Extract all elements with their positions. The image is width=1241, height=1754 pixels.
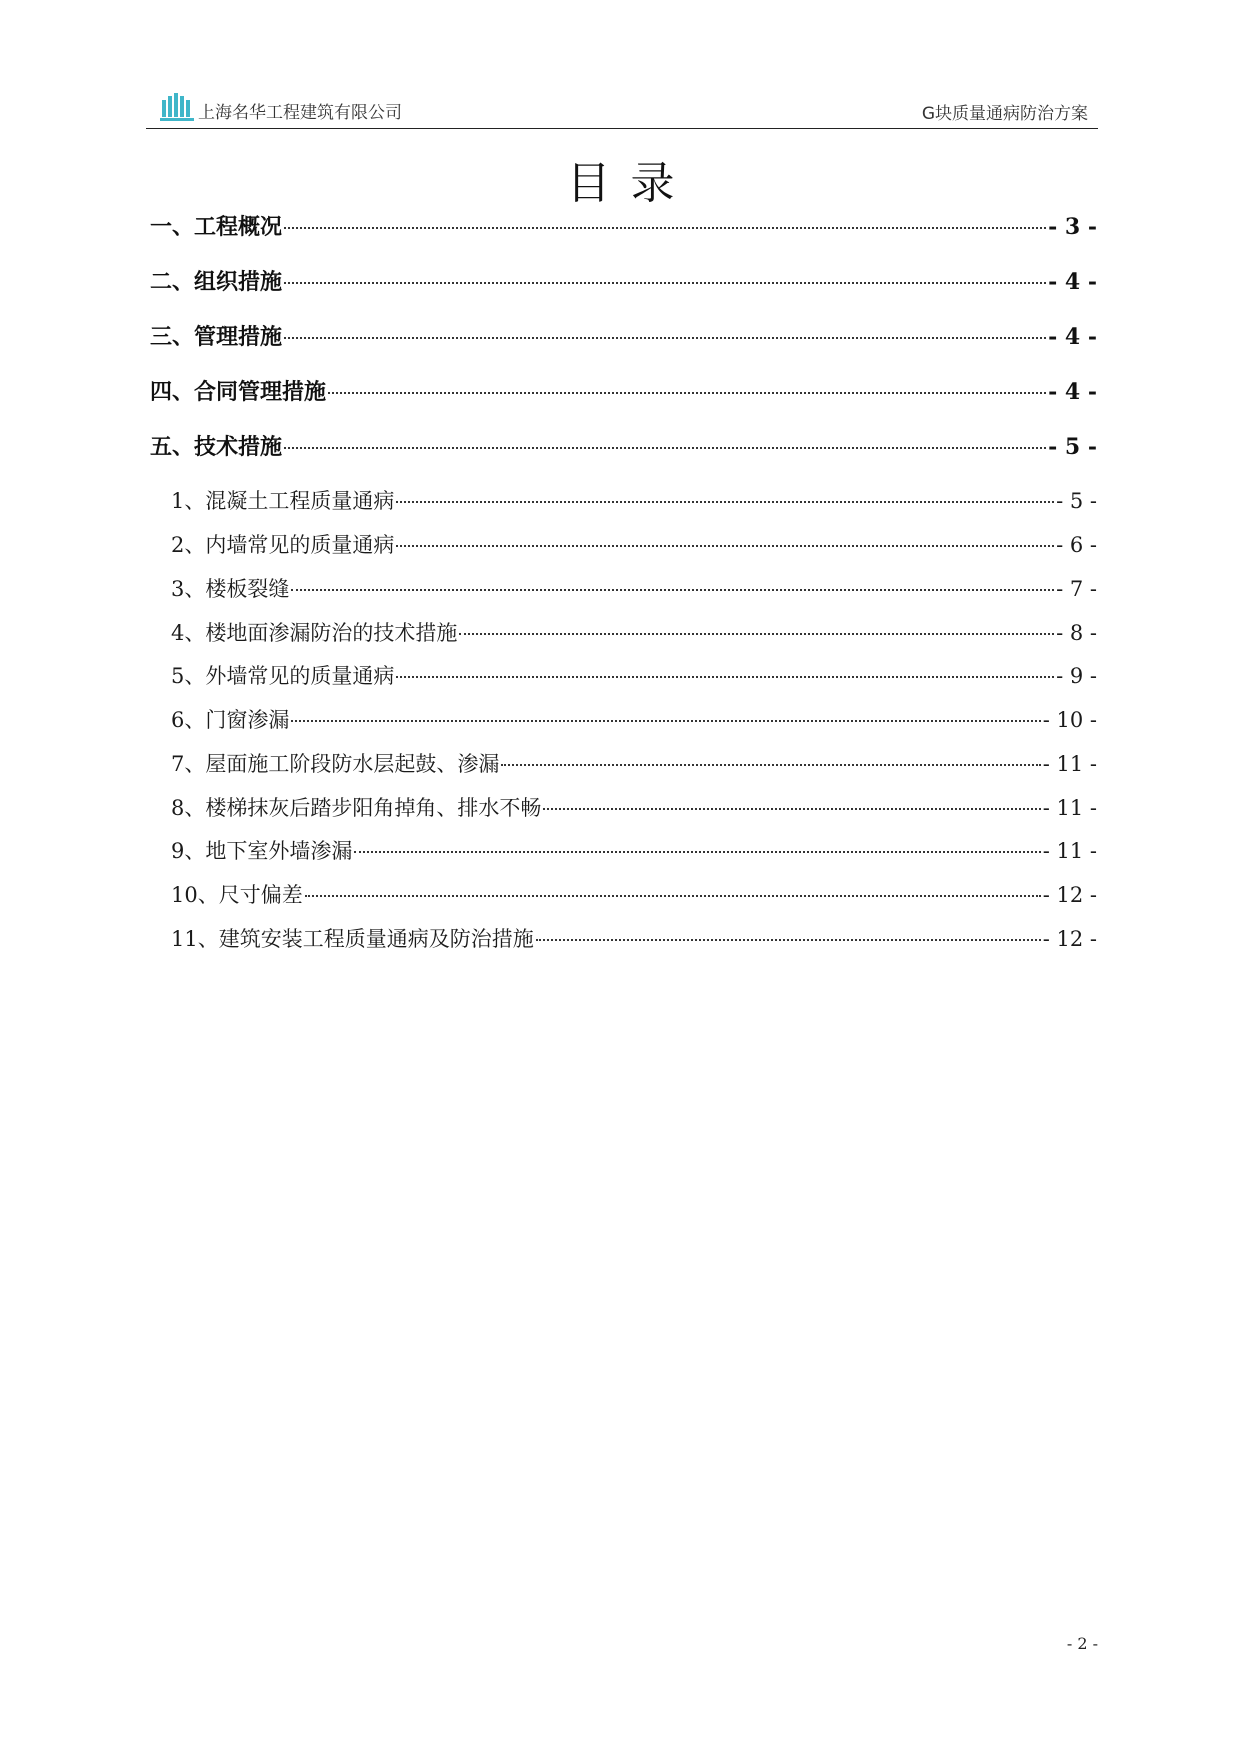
toc-entry-title: 11、建筑安装工程质量通病及防治措施 — [171, 927, 534, 951]
toc-entry-title: 6、门窗渗漏 — [171, 708, 290, 732]
toc-dot-leader — [396, 676, 1054, 678]
toc-entry-page: - 5 - — [1056, 489, 1097, 513]
toc-dot-leader — [459, 633, 1054, 635]
toc-entry[interactable] — [171, 924, 1097, 954]
toc-entry-title: 8、楼梯抹灰后踏步阳角掉角、排水不畅 — [171, 796, 542, 820]
toc-entry[interactable] — [150, 211, 1097, 244]
toc-dot-leader — [396, 545, 1054, 547]
toc-entry-page: - 11 - — [1042, 839, 1097, 863]
toc-entry[interactable] — [171, 880, 1097, 910]
toc-entry-page: - 8 - — [1056, 621, 1097, 645]
toc-dot-leader — [291, 589, 1054, 591]
toc-entry-title: 一、工程概况 — [150, 215, 283, 240]
toc-entry[interactable] — [171, 793, 1097, 823]
toc-entry[interactable] — [171, 618, 1097, 648]
toc-entry-title: 2、内墙常见的质量通病 — [171, 533, 395, 557]
toc-entry-title: 4、楼地面渗漏防治的技术措施 — [171, 621, 458, 645]
toc-dot-leader — [536, 939, 1041, 941]
toc-entry[interactable] — [150, 431, 1097, 464]
toc-entry-page: - 12 - — [1042, 883, 1097, 907]
toc-entry[interactable] — [171, 574, 1097, 604]
toc-entry[interactable] — [150, 376, 1097, 409]
toc-entry-page: - 11 - — [1042, 752, 1097, 776]
toc-dot-leader — [396, 501, 1054, 503]
toc-entry-page: - 4 - — [1048, 269, 1097, 295]
toc-title: 目录 — [566, 158, 695, 209]
toc-entry[interactable] — [150, 266, 1097, 299]
toc-dot-leader — [354, 851, 1040, 853]
toc-entry-title: 二、组织措施 — [150, 270, 283, 295]
toc-entry-title: 1、混凝土工程质量通病 — [171, 489, 395, 513]
toc-entry-page: - 6 - — [1056, 533, 1097, 557]
toc-entry-page: - 5 - — [1048, 434, 1097, 460]
toc-entry-title: 三、管理措施 — [150, 325, 283, 350]
toc-dot-leader — [305, 895, 1041, 897]
toc-entry-page: - 7 - — [1056, 577, 1097, 601]
toc-entry-page: - 11 - — [1042, 796, 1097, 820]
toc-entry[interactable] — [171, 836, 1097, 866]
toc-dot-leader — [284, 447, 1046, 449]
toc-dot-leader — [543, 808, 1040, 810]
page-number: - 2 - — [1066, 1634, 1098, 1653]
toc-dot-leader — [328, 392, 1046, 394]
toc-entry-page: - 9 - — [1056, 664, 1097, 688]
toc-entry-title: 四、合同管理措施 — [150, 380, 327, 405]
toc-entry-page: - 3 - — [1048, 214, 1097, 240]
toc-entry[interactable] — [150, 321, 1097, 354]
toc-entry[interactable] — [171, 530, 1097, 560]
toc-dot-leader — [284, 282, 1046, 284]
toc-entry-title: 5、外墙常见的质量通病 — [171, 664, 395, 688]
toc-dot-leader — [284, 337, 1046, 339]
toc-dot-leader — [284, 227, 1046, 229]
toc-entry[interactable] — [171, 486, 1097, 516]
toc-entry-page: - 4 - — [1048, 324, 1097, 350]
toc-entry-title: 9、地下室外墙渗漏 — [171, 839, 353, 863]
toc-entry-page: - 12 - — [1042, 927, 1097, 951]
toc-entry-page: - 10 - — [1042, 708, 1097, 732]
toc-entry-title: 3、楼板裂缝 — [171, 577, 290, 601]
toc-dot-leader — [291, 720, 1040, 722]
toc-entry[interactable] — [171, 749, 1097, 779]
header-document-title: G块质量通病防治方案 — [921, 104, 1088, 124]
toc-entry-title: 五、技术措施 — [150, 435, 283, 460]
toc-dot-leader — [501, 764, 1040, 766]
toc-entry-page: - 4 - — [1048, 379, 1097, 405]
company-name: 上海名华工程建筑有限公司 — [198, 103, 402, 123]
toc-entry-title: 10、尺寸偏差 — [171, 883, 303, 907]
toc-entry[interactable] — [171, 661, 1097, 691]
toc-entry-title: 7、屋面施工阶段防水层起鼓、渗漏 — [171, 752, 500, 776]
toc-entry[interactable] — [171, 705, 1097, 735]
